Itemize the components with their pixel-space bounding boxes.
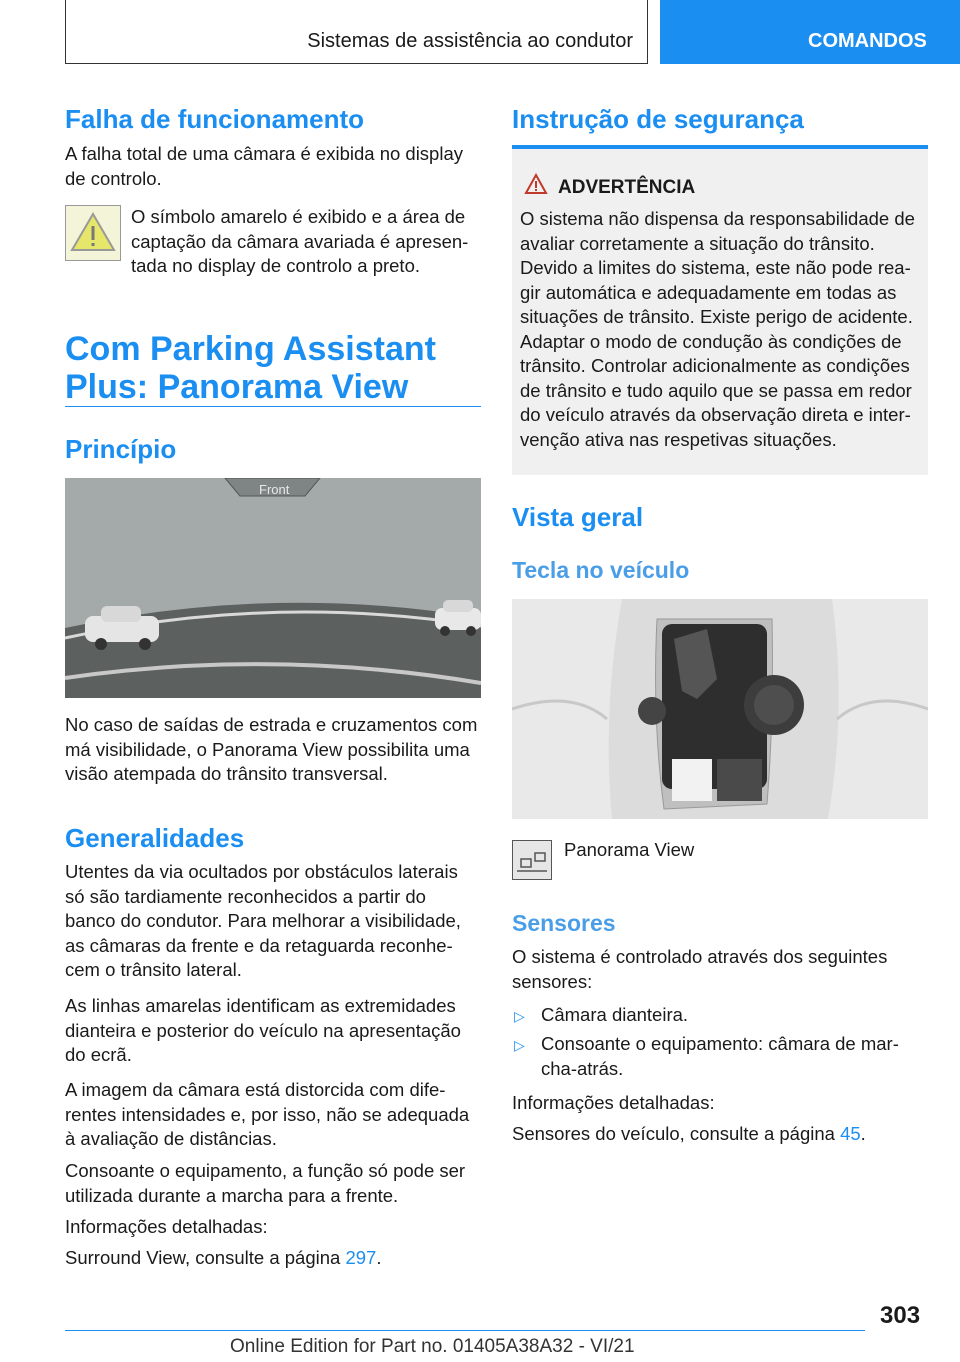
page-number: 303 <box>880 1302 921 1329</box>
bullet-icon: ▷ <box>514 1008 525 1024</box>
falha-heading: Falha de funcionamento <box>65 104 365 134</box>
footer-divider <box>65 1330 865 1331</box>
surround-view-ref-text: Surround View, consulte a página <box>65 1247 346 1268</box>
safety-heading: Instrução de segurança <box>512 104 804 134</box>
generalidades-heading: Generalidades <box>65 823 245 853</box>
principio-heading: Princípio <box>65 434 177 464</box>
header-tab-label: COMANDOS <box>808 30 927 52</box>
bullet-icon: ▷ <box>514 1037 525 1053</box>
sensores-reference <box>512 1122 928 1147</box>
tecla-heading: Tecla no veículo <box>512 557 690 583</box>
vehicle-console-image <box>512 599 928 819</box>
page-45-link[interactable]: 45 <box>840 1123 861 1144</box>
page-297-link[interactable]: 297 <box>345 1247 377 1268</box>
surround-view-reference <box>65 1246 481 1271</box>
sensores-info: Informações detalhadas: <box>512 1092 715 1113</box>
generalidades-paragraph-4: Consoante o equipamento, a função só pode ser utilizada durante a marcha para a frente. <box>65 1160 466 1206</box>
sensores-ref-end: . <box>860 1123 866 1144</box>
generalidades-paragraph-1: Utentes da via ocultados por obstáculos laterais só são tardiamente reconhecidos a partir do banco do condutor. Para melhorar a visibilidade, as câmaras da frente e da retaguarda reconhe‐cem o trânsito lateral. <box>65 861 461 980</box>
surround-view-ref-end: . <box>376 1247 382 1268</box>
principio-paragraph: No caso de saídas de estrada e cruzamentos com má visibilidade, o Panorama View possibilita uma visão atempada do trânsito transversal. <box>65 714 478 784</box>
panorama-view-button-icon <box>512 840 552 880</box>
warning-triangle-icon <box>524 173 548 200</box>
sensores-paragraph: O sistema é controlado através dos seguintes sensores: <box>512 946 888 992</box>
footer-edition: Online Edition for Part no. 01405A38A32 - VI/21 <box>230 1336 635 1357</box>
heading-divider <box>65 406 481 407</box>
sensor-list-item: Consoante o equipamento: câmara de mar‐cha-atrás. <box>541 1033 899 1079</box>
main-heading-line-1: Com Parking Assistant <box>65 330 436 368</box>
generalidades-paragraph-3: A imagem da câmara está distorcida com dife‐rentes intensidades e, por isso, não se adequada à avaliação de distâncias. <box>65 1079 470 1149</box>
vista-geral-heading: Vista geral <box>512 502 644 532</box>
falha-paragraph: A falha total de uma câmara é exibida no display de controlo. <box>65 143 463 189</box>
header-section-title: Sistemas de assistência ao condutor <box>307 30 633 52</box>
yellow-symbol-paragraph: O símbolo amarelo é exibido e a área de captação da câmara avariada é apresen‐tada no display de controlo a preto. <box>131 206 469 276</box>
sensores-ref-text: Sensores do veículo, consulte a página <box>512 1123 841 1144</box>
generalidades-paragraph-2: As linhas amarelas identificam as extremidades dianteira e posterior do veículo na apresentação do ecrã. <box>65 995 461 1065</box>
warning-title: ADVERTÊNCIA <box>558 177 696 198</box>
warning-box <box>512 145 928 475</box>
sensor-list-item: Câmara dianteira. <box>541 1004 689 1025</box>
panorama-view-image <box>65 478 481 698</box>
generalidades-paragraph-5: Informações detalhadas: <box>65 1216 268 1237</box>
header-tab[interactable] <box>660 0 960 64</box>
warning-body: O sistema não dispensa da responsabilidade de avaliar corretamente a situação do trânsito. Devido a limites do sistema, este não pode rea‐gir automática e adequadamente em todas as situações de trânsito. Existe perigo de acidente. Adaptar o modo de condução às condições de trânsito. Controlar adicionalmente as condições de trânsito e tudo aquilo que se passa em redor do veículo através da observação direta e inter‐venção ativa nas respetivas situações. <box>520 208 915 450</box>
main-heading-line-2: Plus: Panorama View <box>65 368 409 406</box>
main-heading <box>65 330 481 406</box>
front-label: Front <box>259 482 290 497</box>
sensores-heading: Sensores <box>512 910 616 936</box>
header-box <box>65 0 648 64</box>
warning-symbol-icon <box>65 205 121 261</box>
panorama-view-label: Panorama View <box>564 839 695 860</box>
